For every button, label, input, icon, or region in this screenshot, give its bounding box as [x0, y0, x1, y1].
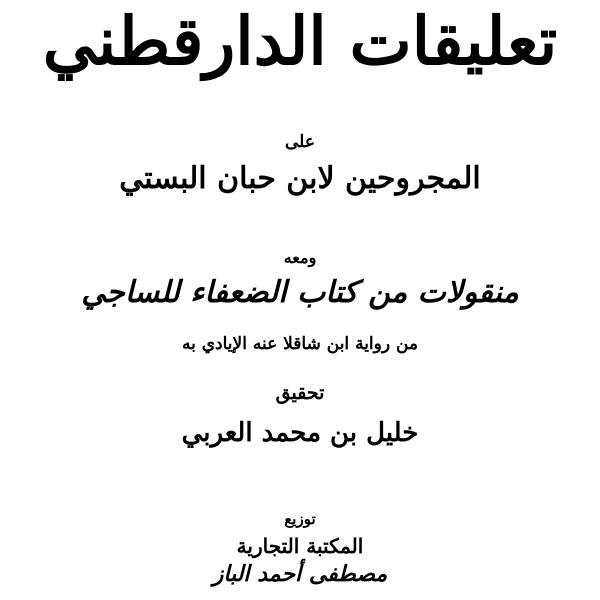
publisher-owner: مصطفى أحمد الباز	[212, 561, 388, 587]
tahqiq-label: تحقيق	[275, 382, 325, 404]
distribution-label: توزيع	[284, 510, 316, 528]
with-word: ومعه	[283, 248, 317, 267]
publisher-name: المكتبة التجارية	[236, 534, 364, 558]
on-word: على	[285, 132, 315, 152]
book-title: تعليقات الدارقطني	[42, 2, 558, 80]
second-work-title: منقولات من كتاب الضعفاء للساجي	[81, 275, 519, 310]
narration-line: من رواية ابن شاقلا عنه الإيادي به	[181, 334, 419, 354]
book-subtitle: المجروحين لابن حبان البستي	[119, 161, 481, 196]
editor-name: خليل بن محمد العربي	[181, 418, 419, 448]
